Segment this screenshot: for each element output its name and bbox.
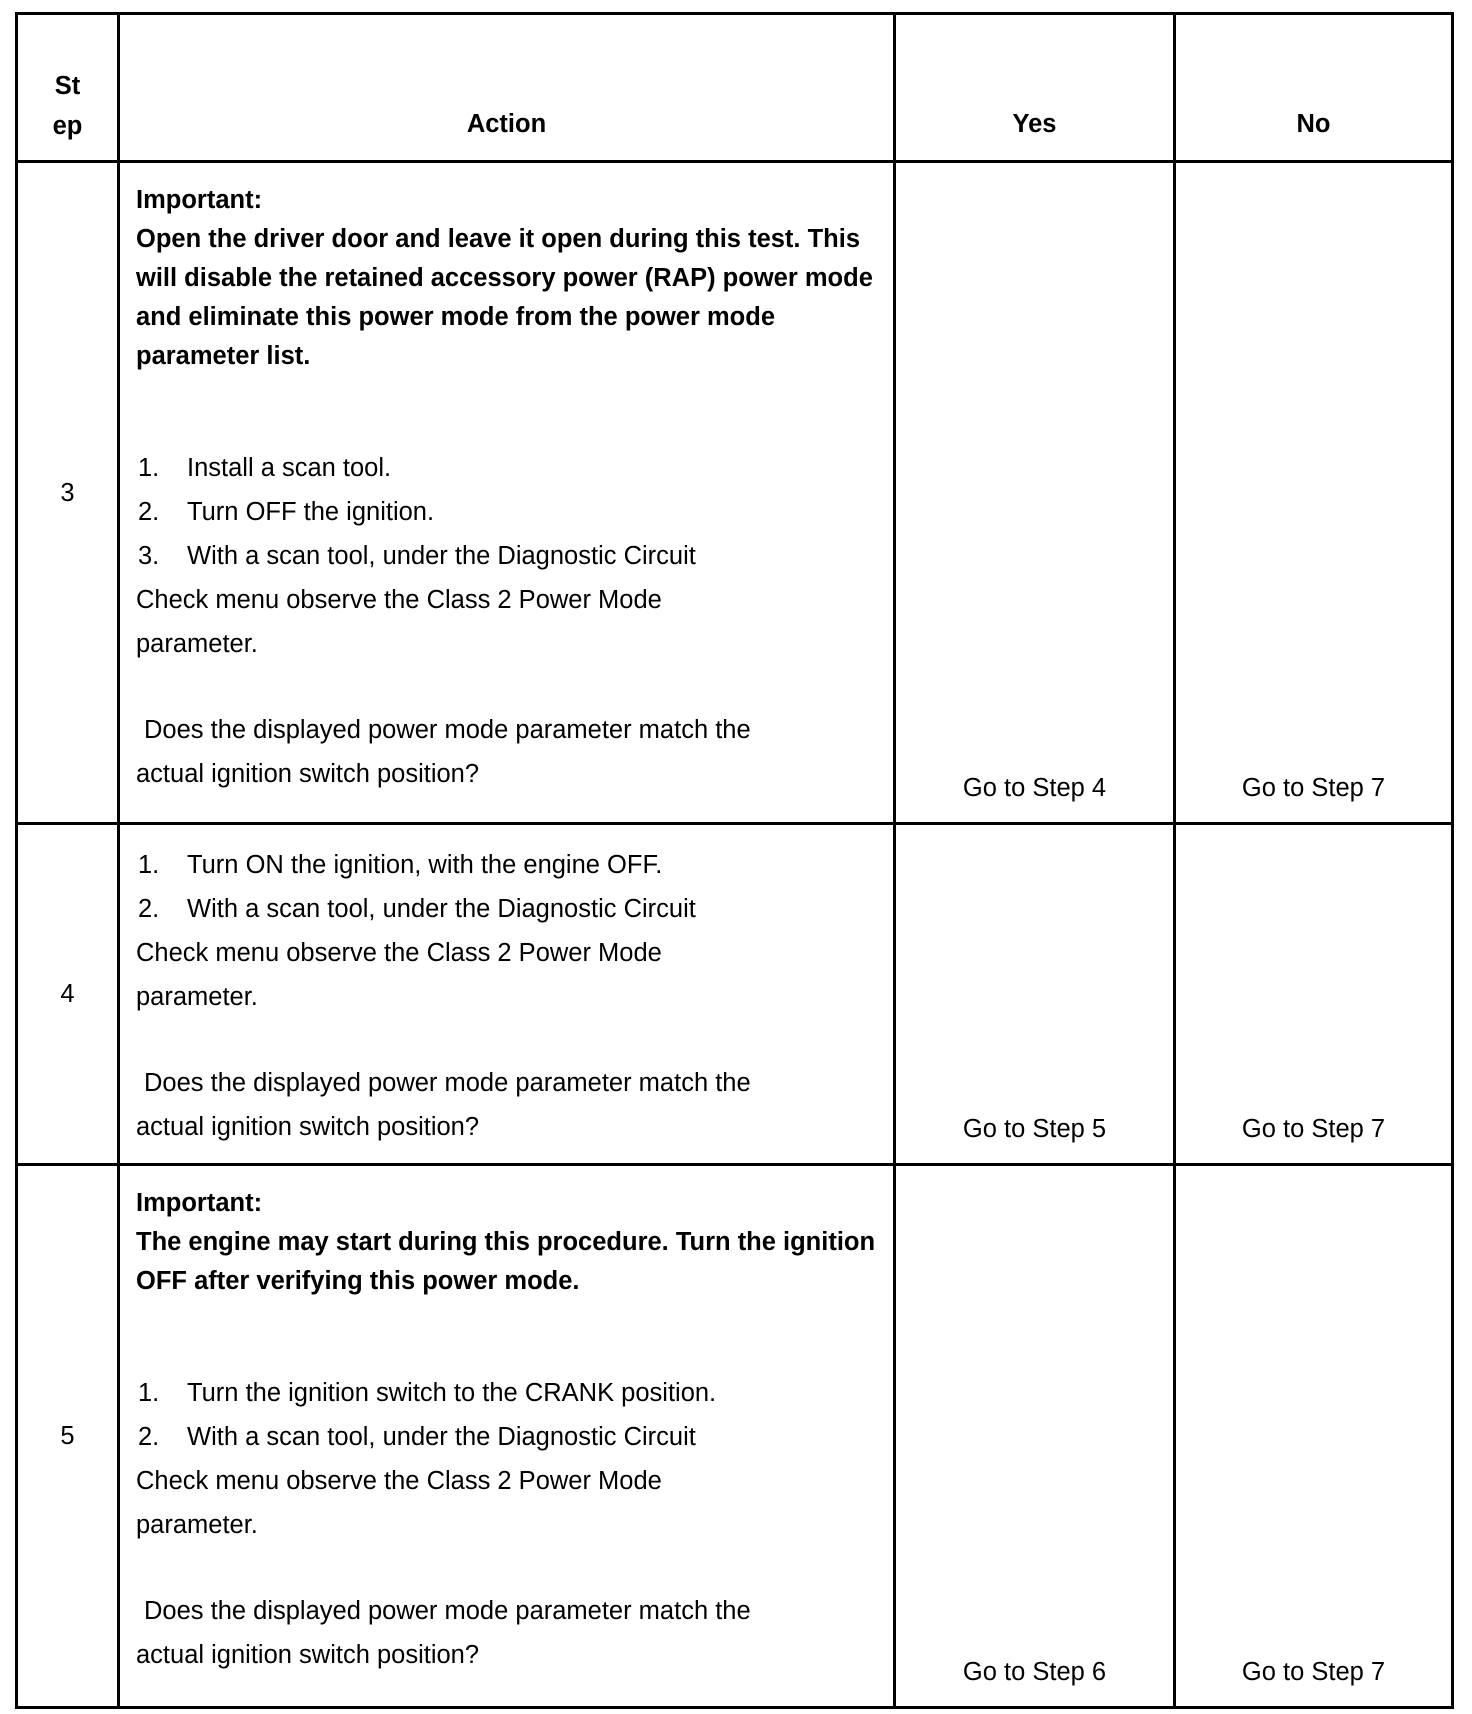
step-number: 3 (17, 162, 119, 824)
procedure-list (136, 843, 877, 931)
step-number: 5 (17, 1165, 119, 1708)
list-item: 2. With a scan tool, under the Diagnostic Circuit (138, 1423, 696, 1451)
step-continuation: Check menu observe the Class 2 Power Mode parameter. (136, 586, 662, 658)
list-item: 1. Turn ON the ignition, with the engine OFF. (138, 851, 663, 879)
list-item: 2. With a scan tool, under the Diagnostic Circuit (138, 895, 696, 923)
diagnostic-table (15, 12, 1454, 1709)
header-no: No (1175, 14, 1453, 162)
procedure-list (136, 446, 877, 578)
yes-cell: Go to Step 5 (895, 824, 1175, 1165)
important-label: Important: (136, 186, 263, 214)
table-row (17, 1165, 1453, 1708)
table-row (17, 824, 1453, 1165)
yes-cell: Go to Step 4 (895, 162, 1175, 824)
header-step-text: St ep (52, 72, 83, 140)
step-continuation: Check menu observe the Class 2 Power Mode parameter. (136, 1467, 662, 1539)
header-row (17, 14, 1453, 162)
list-item: 1. Install a scan tool. (138, 454, 392, 482)
question-line1: Does the displayed power mode parameter match the (144, 716, 751, 744)
list-item: 3. With a scan tool, under the Diagnostic Circuit (138, 542, 696, 570)
no-cell: Go to Step 7 (1175, 824, 1453, 1165)
question-line2: actual ignition switch position? (136, 1113, 480, 1141)
important-text: Open the driver door and leave it open during this test. This will disable the retained accessory power (RAP) power mode and eliminate this power mode from the power mode parameter list. (136, 225, 873, 370)
action-cell (119, 162, 895, 824)
question-line2: actual ignition switch position? (136, 1641, 480, 1669)
table-row (17, 162, 1453, 824)
question-line1: Does the displayed power mode parameter match the (144, 1069, 751, 1097)
header-yes: Yes (895, 14, 1175, 162)
step-number: 4 (17, 824, 119, 1165)
step-continuation: Check menu observe the Class 2 Power Mode parameter. (136, 939, 662, 1011)
procedure-list (136, 1371, 877, 1459)
list-item: 2. Turn OFF the ignition. (138, 498, 435, 526)
question-line2: actual ignition switch position? (136, 760, 480, 788)
important-text: The engine may start during this procedure. Turn the ignition OFF after verifying this power mode. (136, 1228, 876, 1295)
list-item: 1. Turn the ignition switch to the CRANK position. (138, 1379, 717, 1407)
no-cell: Go to Step 7 (1175, 162, 1453, 824)
action-cell (119, 824, 895, 1165)
header-step (17, 14, 119, 162)
action-cell (119, 1165, 895, 1708)
no-cell: Go to Step 7 (1175, 1165, 1453, 1708)
important-label: Important: (136, 1189, 263, 1217)
question-line1: Does the displayed power mode parameter match the (144, 1597, 751, 1625)
yes-cell: Go to Step 6 (895, 1165, 1175, 1708)
header-action: Action (119, 14, 895, 162)
